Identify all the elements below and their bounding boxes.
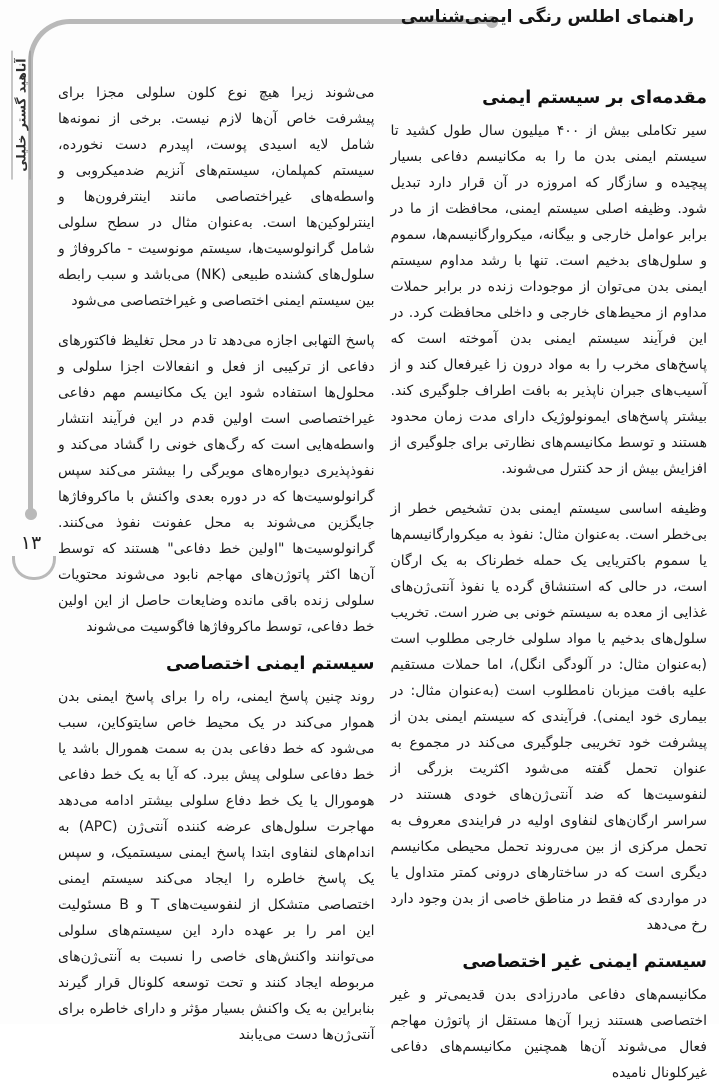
spine-text: آناهید گستر خلیلی <box>12 50 31 179</box>
paragraph: وظیفه اساسی سیستم ایمنی بدن تشخیص خطر از بی‌خطر است. به‌عنوان مثال: نفوذ به میکروارگانیسم‌ها یا سموم باکتریایی یک حمله خطرناک به یک ارگان است، در حالی که استنشاق گرده یا نفوذ آنتی‌ژن‌های غذایی از معده به سیستم خونی بی ضرر است. تخریب سلول‌های بدخیم یا مواد سلولی خارجی مطلوب است (به‌عنوان مثال: در آلودگی انگل)، اما حملات مستقیم علیه بافت میزبان نامطلوب است (به‌عنوان مثال: در بیماری خود ایمنی). فرآیندی که سیستم ایمنی بدن از پیشرفت خود تخریبی جلوگیری می‌کند در مجموع به عنوان تحمل گفته می‌شود اکثریت بزرگی از لنفوسیت‌ها که ضد آنتی‌ژن‌های خودی هستند در سراسر ارگان‌های لنفاوی اولیه در فرایندی معروف به تحمل مرکزی از بین می‌روند تحمل محیطی مکانیسم دیگری است که در ساختارهای درونی کمتر متداول یا در مواردی که فقط در مناطق خاصی از بدن وجود دارد رخ می‌دهد <box>390 501 707 933</box>
column-left <box>58 80 375 1043</box>
section-heading-nonspecific: سیستم ایمنی غیر اختصاصی <box>462 952 707 972</box>
page-number: ۱۳ <box>20 532 42 554</box>
section-heading-specific: سیستم ایمنی اختصاصی <box>165 654 375 674</box>
paragraph: پاسخ التهابی اجازه می‌دهد تا در محل تغلیظ فاکتورهای دفاعی از ترکیبی از فعل و انفعالات اجزا سلولی و محلول‌ها استفاده شود این یک مکانیسم مهم دفاعی غیراختصاصی است اولین قدم در این فرآیند انتشار واسطه‌هایی است که رگ‌های خونی را گشاد می‌کند و نفوذپذیری دیواره‌های مویرگی را بیشتر می‌کند سپس گرانولوسیت‌ها که در دوره بعدی واکنش با ماکروفاژها جایگزین می‌شوند به محل عفونت نفوذ می‌کنند. گرانولوسیت‌ها "اولین خط دفاعی" هستند که توسط آن‌ها اکثر پاتوژن‌های مهاجم نابود می‌شوند محتویات سلولی زنده باقی مانده وضایعات حاصل از این اولین خط دفاعی، توسط ماکروفاژها فاگوسیت می‌شوند <box>58 333 375 635</box>
running-head-title: راهنمای اطلس رنگی ایمنی‌شناسی <box>400 7 694 27</box>
column-right <box>390 80 708 1081</box>
paragraph: روند چنین پاسخ ایمنی، راه را برای پاسخ ایمنی بدن هموار می‌کند در یک محیط خاص سایتوکاین، سبب می‌شود که خط دفاعی بدن به سمت همورال باشد یا خط دفاعی سلولی پیش ببرد. که آیا به یک خط دفاعی هومورال یا یک خط دفاع سلولی بیشتر ادامه می‌دهد مهاجرت سلول‌های عرضه کننده آنتی‌ژن (APC) به اندام‌های لنفاوی ابتدا پاسخ ایمنی سیستمیک، و سپس یک پاسخ خاطره را ایجاد می‌کند سیستم ایمنی اختصاصی متشکل از لنفوسیت‌های T و B مسئولیت این امر را بر عهده دارد این سیستم‌های سلولی می‌توانند واکنش‌های خاصی را نسبت به آنتی‌ژن‌های مربوطه ایجاد کنند و تحت توسعه کلونال قرار گیرند بنابراین به یک واکنش بسیار مؤثر و دارای خاطره برای آنتی‌ژن‌ها دست می‌یابند <box>58 689 375 1043</box>
paragraph: می‌شوند زیرا هیچ نوع کلون سلولی مجزا برای پیشرفت خاص آن‌ها لازم نیست. برخی از نمونه‌ها شامل لایه اسیدی پوست، اپیدرم دست نخورده، سیستم کمپلمان، سیستم‌های آنزیم ضدمیکروبی و واسطه‌های غیراختصاصی مانند اینترفرون‌ها و اینترلوکین‌ها است. به‌عنوان مثال در سطح سلولی شامل گرانولوسیت‌ها، سیستم مونوسیت - ماکروفاژ و سلول‌های کشنده طبیعی (NK) می‌باشد و سبب رابطه بین سیستم ایمنی اختصاصی و غیراختصاصی می‌شود <box>58 85 375 309</box>
spine-line-dot <box>25 508 37 520</box>
page-number-arc <box>12 556 56 580</box>
paragraph: سیر تکاملی بیش از ۴۰۰ میلیون سال طول کشید تا سیستم ایمنی بدن ما را به مکانیسم دفاعی بسیار پیچیده و سازگار که امروزه در آن قرار دارد تبدیل شود. وظیفه اصلی سیستم ایمنی، محافظت از ما در برابر عوامل خارجی و بیگانه، میکروارگانیسم‌ها، سموم و سلول‌های بدخیم است. تنها با رشد مداوم سیستم ایمنی بدن می‌توان از موجودات زنده در برابر حملات مداوم از محیط‌های خارجی و داخلی محافظت کرد. در این فرآیند سیستم ایمنی بدن آموخته است که پاسخ‌های مخرب را به مواد درون زا غیرفعال کند و از آسیب‌های جبران ناپذیر به بافت اطراف جلوگیری کند. بیشتر پاسخ‌های ایمونولوژیک دارای مدت زمان محدود هستند و توسط مکانیسم‌های نظارتی برای جلوگیری از افزایش بیش از حد کنترل می‌شوند. <box>390 123 708 477</box>
section-heading-intro: مقدمه‌ای بر سیستم ایمنی <box>482 88 707 108</box>
paragraph: مکانیسم‌های دفاعی مادرزادی بدن قدیمی‌تر و غیر اختصاصی هستند زیرا آن‌ها مستقل از پاتوژن مهاجم فعال می‌شوند آن‌ها همچنین مکانیسم‌های دفاعی غیرکلونال نامیده <box>390 987 707 1081</box>
body-text-area <box>58 80 708 1081</box>
